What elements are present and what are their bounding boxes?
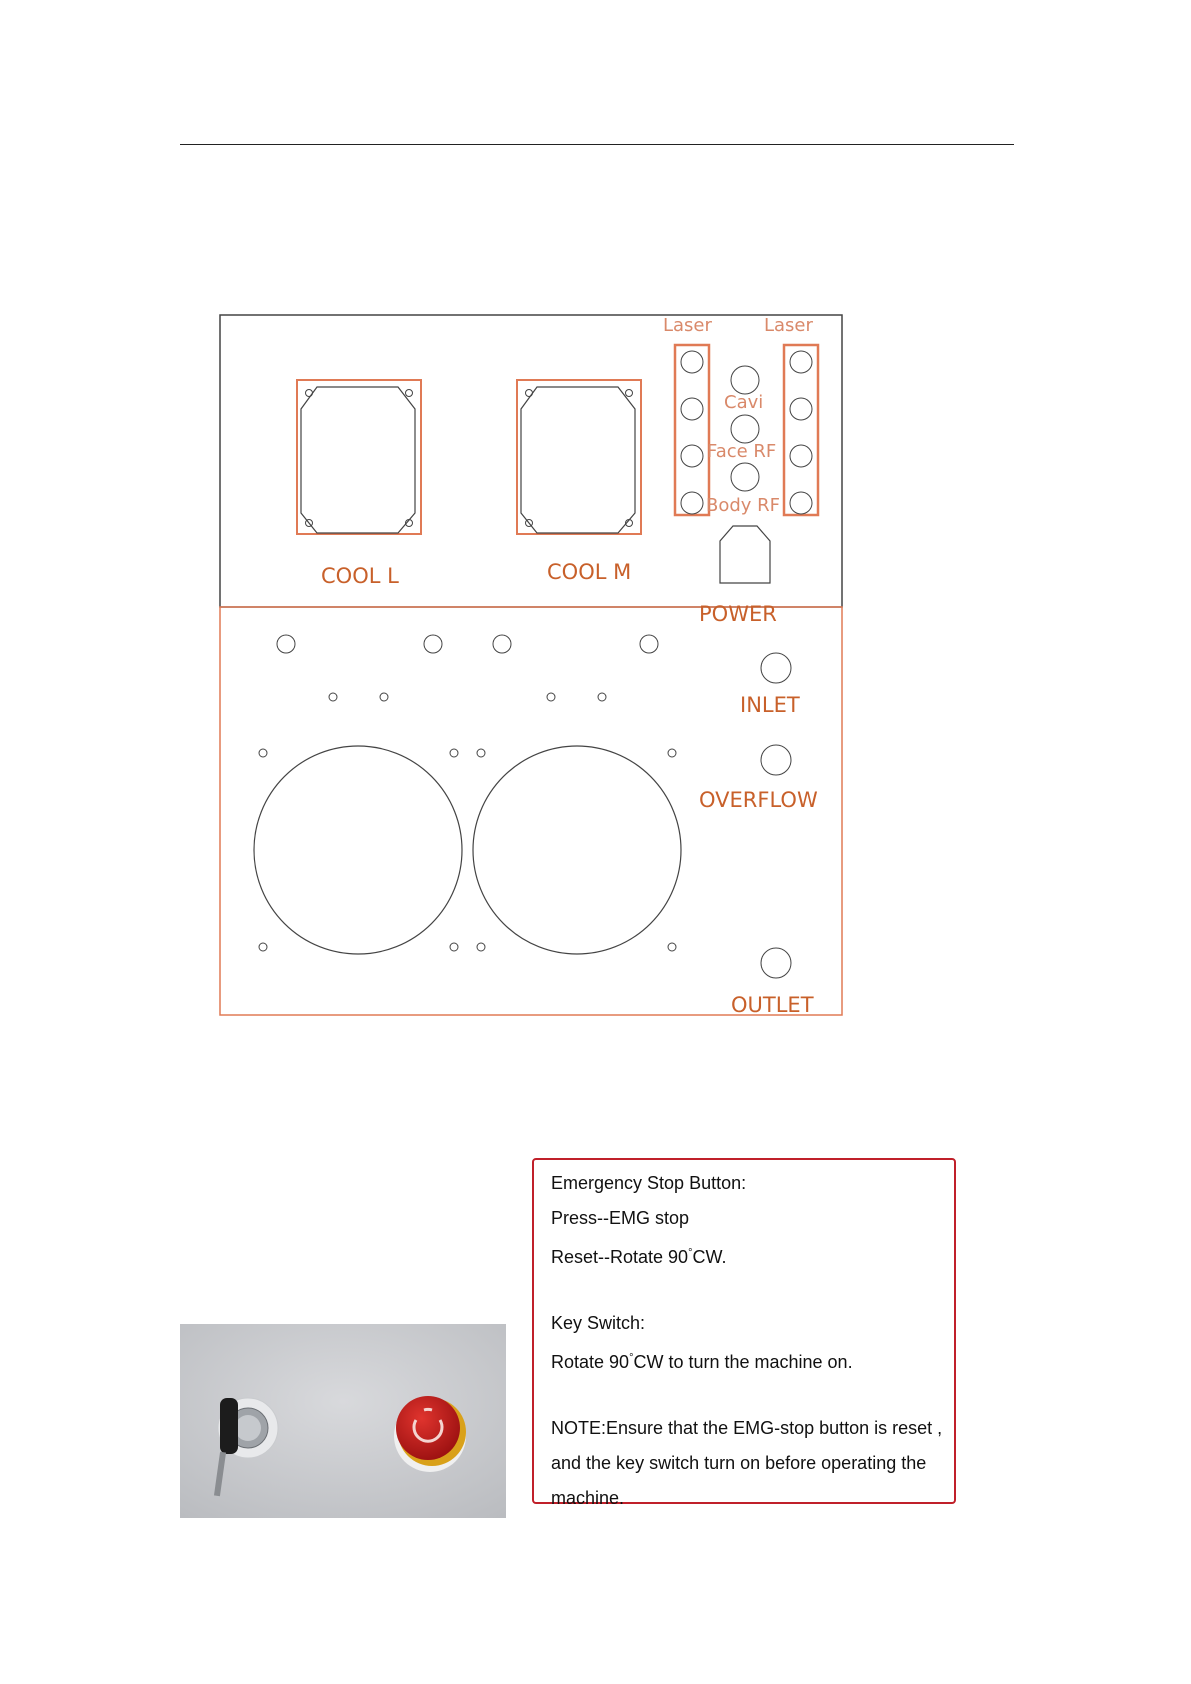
degree-symbol: ° bbox=[629, 1352, 634, 1364]
laser-port bbox=[681, 351, 703, 373]
inlet-label: INLET bbox=[740, 693, 800, 717]
cavi-label: Cavi bbox=[724, 392, 764, 413]
fan-screw bbox=[450, 749, 458, 757]
instructions-box bbox=[532, 1158, 956, 1508]
laser-left-frame bbox=[675, 345, 709, 515]
fan-screw bbox=[450, 943, 458, 951]
laser-right-frame bbox=[784, 345, 818, 515]
cool-l-socket-frame bbox=[297, 380, 421, 534]
laser-port bbox=[790, 351, 812, 373]
overflow-port bbox=[761, 745, 791, 775]
degree-symbol: ° bbox=[688, 1247, 693, 1259]
inlet-port bbox=[761, 653, 791, 683]
key-rotate-prefix: Rotate 90 bbox=[551, 1352, 630, 1372]
laser-port bbox=[681, 492, 703, 514]
laser-port bbox=[681, 445, 703, 467]
body-rf-label: Body RF bbox=[706, 495, 781, 516]
cool-l-socket bbox=[301, 387, 415, 533]
overflow-label: OVERFLOW bbox=[699, 788, 818, 812]
note-line-3: machine. bbox=[551, 1488, 625, 1508]
cavi-port bbox=[731, 366, 759, 394]
emg-reset-prefix: Reset--Rotate 90 bbox=[551, 1247, 689, 1267]
screw-hole bbox=[406, 390, 413, 397]
fan-screw bbox=[259, 943, 267, 951]
small-hole bbox=[598, 693, 606, 701]
key-switch-emg-photo bbox=[180, 1324, 506, 1518]
cool-l-label: COOL L bbox=[321, 564, 399, 588]
note-line-1: NOTE:Ensure that the EMG-stop button is reset , bbox=[551, 1418, 943, 1438]
emg-press-text: Press--EMG stop bbox=[551, 1208, 690, 1228]
power-socket bbox=[720, 526, 770, 583]
key-rotate-text bbox=[551, 1341, 938, 1376]
small-hole bbox=[547, 693, 555, 701]
laser-port bbox=[790, 492, 812, 514]
fan-screw bbox=[668, 749, 676, 757]
emg-reset-text bbox=[551, 1236, 938, 1271]
key-title: Key Switch: bbox=[551, 1313, 646, 1333]
face-rf-port bbox=[731, 415, 759, 443]
control-panel-diagram bbox=[200, 305, 860, 1025]
screw-hole bbox=[306, 390, 313, 397]
emg-title: Emergency Stop Button: bbox=[551, 1173, 747, 1193]
fan-left bbox=[254, 746, 462, 954]
mount-hole bbox=[493, 635, 511, 653]
outlet-port bbox=[761, 948, 791, 978]
key-rotate-suffix: CW to turn the machine on. bbox=[633, 1352, 853, 1372]
cool-m-socket-frame bbox=[517, 380, 641, 534]
cool-m-socket bbox=[521, 387, 635, 533]
cool-m-label: COOL M bbox=[547, 560, 632, 584]
spacer bbox=[551, 1271, 938, 1306]
small-hole bbox=[380, 693, 388, 701]
laser-port bbox=[790, 445, 812, 467]
fan-right bbox=[473, 746, 681, 954]
laser-port bbox=[681, 398, 703, 420]
spacer bbox=[551, 1376, 938, 1411]
face-rf-label: Face RF bbox=[707, 441, 777, 462]
laser-right-label: Laser bbox=[764, 315, 813, 336]
laser-port bbox=[790, 398, 812, 420]
power-label: POWER bbox=[699, 602, 777, 626]
mount-hole bbox=[277, 635, 295, 653]
emg-reset-suffix: CW. bbox=[692, 1247, 727, 1267]
outlet-label: OUTLET bbox=[731, 993, 814, 1017]
emergency-stop-icon bbox=[394, 1396, 466, 1472]
note-line-2: and the key switch turn on before operating the bbox=[551, 1453, 927, 1473]
mount-hole bbox=[424, 635, 442, 653]
header-rule bbox=[180, 144, 1014, 145]
screw-hole bbox=[526, 390, 533, 397]
screw-hole bbox=[626, 390, 633, 397]
small-hole bbox=[329, 693, 337, 701]
fan-screw bbox=[259, 749, 267, 757]
fan-screw bbox=[668, 943, 676, 951]
mount-hole bbox=[640, 635, 658, 653]
fan-screw bbox=[477, 943, 485, 951]
fan-screw bbox=[477, 749, 485, 757]
body-rf-port bbox=[731, 463, 759, 491]
laser-left-label: Laser bbox=[663, 315, 712, 336]
